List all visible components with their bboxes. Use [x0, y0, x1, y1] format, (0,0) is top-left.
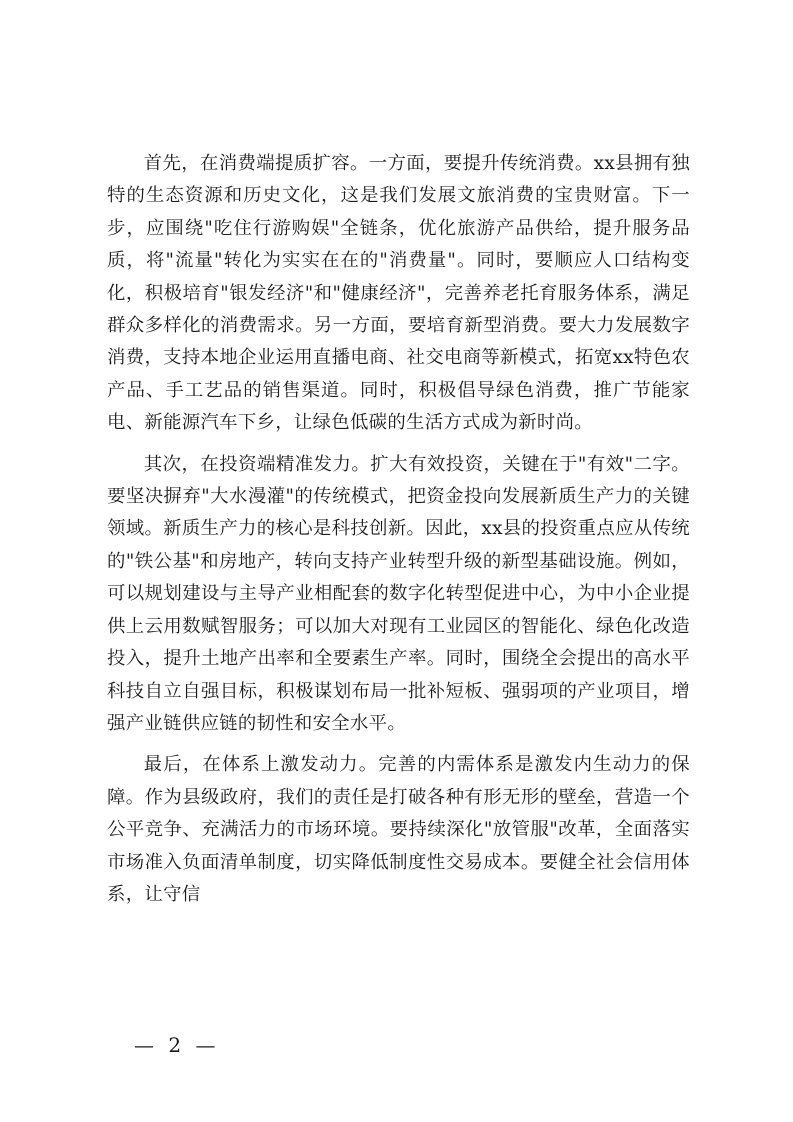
paragraph-consumption: 首先，在消费端提质扩容。一方面，要提升传统消费。xx县拥有独特的生态资源和历史文化，这是我们发展文旅消费的宝贵财富。下一步，应围绕"吃住行游购娱"全链条，优化旅游产品供给，提升服务品质，将"流量"转化为实实在在的"消费量"。同时，要顺应人口结构变化，积极培育"银发经济"和"健康经济"，完善养老托育服务体系，满足群众多样化的消费需求。另一方面，要培育新型消费。要大力发展数字消费，支持本地企业运用直播电商、社交电商等新模式，拓宽xx特色农产品、手工艺品的销售渠道。同时，积极倡导绿色消费，推广节能家电、新能源汽车下乡，让绿色低碳的生活方式成为新时尚。 [107, 153, 690, 434]
paragraph-system: 最后，在体系上激发动力。完善的内需体系是激发内生动力的保障。作为县级政府，我们的责任是打破各种有形无形的壁垒，营造一个公平竞争、充满活力的市场环境。要持续深化"放管服"改革，全面落实市场准入负面清单制度，切实降低制度性交易成本。要健全社会信用体系，让守信 [107, 754, 690, 905]
footer-dash-right: — [195, 1033, 216, 1057]
document-body [107, 148, 690, 920]
page-number: 2 [168, 1033, 182, 1057]
footer-dash-left: — [134, 1033, 154, 1057]
page-footer [134, 1033, 215, 1057]
paragraph-investment: 其次，在投资端精准发力。扩大有效投资，关键在于"有效"二字。要坚决摒弃"大水漫灌"的传统模式，把资金投向发展新质生产力的关键领域。新质生产力的核心是科技创新。因此，xx县的投资重点应从传统的"铁公基"和房地产，转向支持产业转型升级的新型基础设施。例如，可以规划建设与主导产业相配套的数字化转型促进中心，为中小企业提供上云用数赋智服务；可以加大对现有工业园区的智能化、绿色化改造投入，提升土地产出率和全要素生产率。同时，围绕全会提出的高水平科技自立自强目标，积极谋划布局一批补短板、强弱项的产业项目，增强产业链供应链的韧性和安全水平。 [107, 453, 690, 734]
